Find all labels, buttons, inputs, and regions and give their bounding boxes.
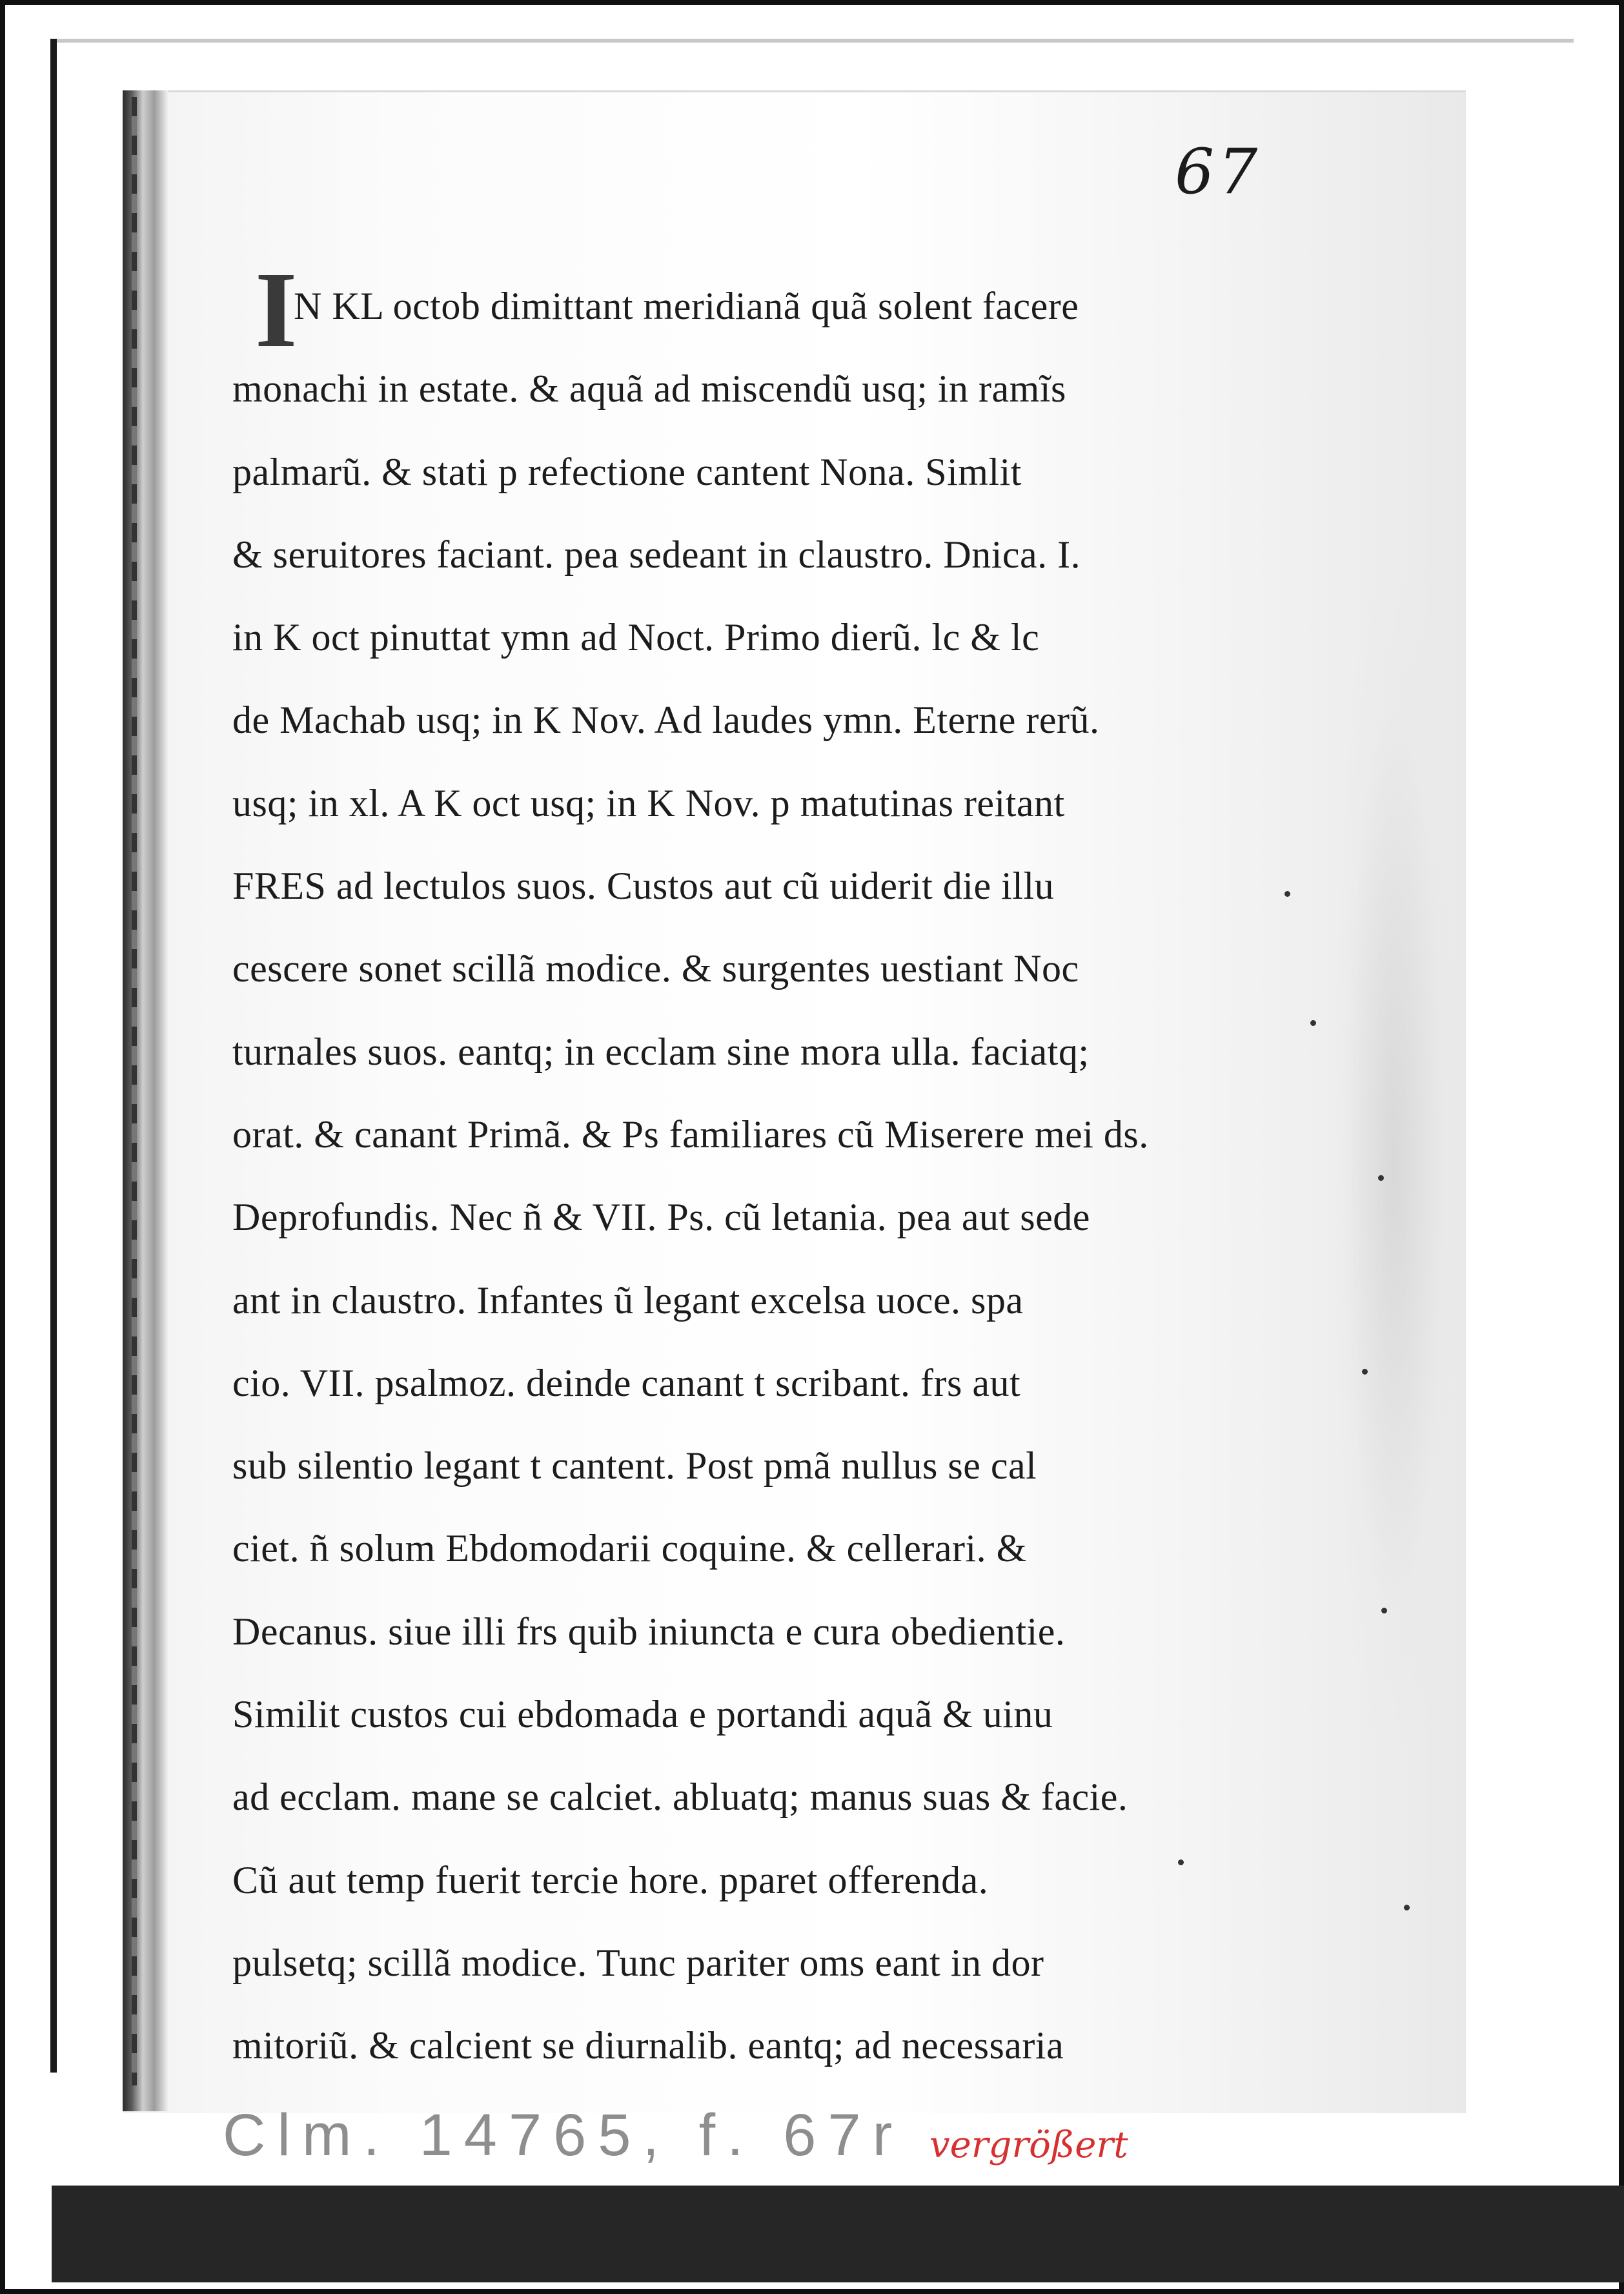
speck	[1362, 1369, 1368, 1375]
shelfmark-annotation: Clm. 14765, f. 67r	[223, 2102, 904, 2168]
decorated-initial: I	[255, 250, 298, 370]
speck	[1381, 1608, 1387, 1613]
manuscript-text	[232, 265, 1213, 2087]
folio-number: 67	[1175, 136, 1262, 208]
text-line: Deprofundis. Nec ñ & VII. Ps. cũ letania. pea aut sede	[232, 1196, 1090, 1239]
text-line: de Machab usq; in K Nov. Ad laudes ymn. Eterne rerũ.	[232, 699, 1100, 742]
text-line: cescere sonet scillã modice. & surgentes uestiant Noc	[232, 947, 1079, 990]
text-line: orat. & canant Primã. & Ps familiares cũ Miserere mei ds.	[232, 1112, 1149, 1156]
text-line: monachi in estate. & aquã ad miscendũ usq; in ramĩs	[232, 367, 1066, 411]
text-line: turnales suos. eantq; in ecclam sine mora ulla. faciatq;	[232, 1030, 1090, 1073]
text-line: & seruitores faciant. pea sedeant in claustro. Dnica. I.	[232, 533, 1081, 576]
speck	[1310, 1020, 1316, 1026]
speck	[1378, 1175, 1384, 1181]
text-line: ant in claustro. Infantes ũ legant excelsa uoce. spa	[232, 1278, 1024, 1322]
photo-edge-top	[50, 39, 1574, 43]
binding-thread	[132, 97, 137, 2085]
text-line: cio. VII. psalmoz. deinde canant t scribant. frs aut	[232, 1361, 1021, 1404]
text-line: Cũ aut temp fuerit tercie hore. pparet offerenda.	[232, 1858, 989, 1901]
scan-footer-bar	[52, 2186, 1624, 2282]
photo-edge-left	[50, 39, 57, 2073]
text-line: Decanus. siue illi frs quib iniuncta e cura obedientie.	[232, 1610, 1066, 1653]
text-line: usq; in xl. A K oct usq; in K Nov. p matutinas reitant	[232, 781, 1065, 824]
text-line: ad ecclam. mane se calciet. abluatq; manus suas & facie.	[232, 1776, 1128, 1819]
text-line: ciet. ñ solum Ebdomodarii coquine. & cellerari. &	[232, 1527, 1027, 1570]
margin-stain	[1330, 581, 1459, 1743]
text-line: mitoriũ. & calcient se diurnalib. eantq; ad necessaria	[232, 2024, 1064, 2067]
enlarged-note: vergrößert	[929, 2124, 1128, 2166]
speck	[1284, 891, 1290, 897]
text-line: palmarũ. & stati p refectione cantent Nona. Simlit	[232, 450, 1022, 493]
text-line: Similit custos cui ebdomada e portandi aquã & uinu	[232, 1693, 1053, 1736]
text-line: N KL octob dimittant meridianã quã solent facere	[294, 285, 1079, 327]
text-line: in K oct pinuttat ymn ad Noct. Primo dierũ. lc & lc	[232, 616, 1040, 659]
binding-spine	[123, 90, 168, 2111]
text-line: FRES ad lectulos suos. Custos aut cũ uiderit die illu	[232, 865, 1055, 908]
text-line: pulsetq; scillã modice. Tunc pariter oms eant in dor	[232, 1941, 1044, 1984]
text-line: sub silentio legant t cantent. Post pmã nullus se cal	[232, 1444, 1037, 1488]
speck	[1404, 1905, 1410, 1910]
